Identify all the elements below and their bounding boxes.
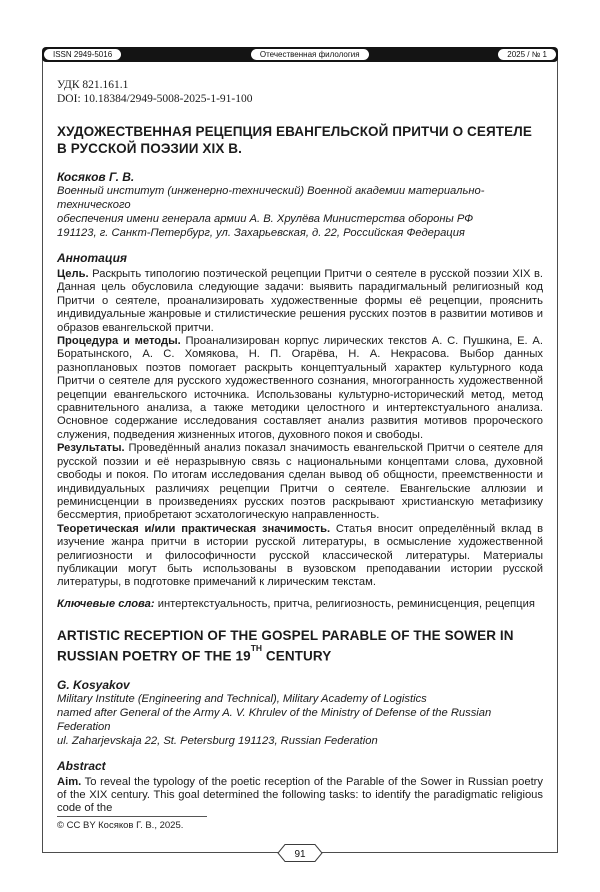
affiliation-en	[57, 692, 543, 748]
abstract-heading-en: Abstract	[57, 758, 106, 773]
paragraph-lead: Процедура и методы.	[57, 335, 181, 348]
paragraph-lead: Результаты.	[57, 442, 125, 455]
abstract-paragraph-results-ru	[57, 442, 543, 522]
issue-label: 2025 / № 1	[498, 49, 556, 60]
keywords-line	[57, 598, 543, 611]
abstract-heading-ru: Аннотация	[57, 251, 127, 265]
title-en-part1: ARTISTIC RECEPTION OF THE GOSPEL PARABLE OF THE SOWER IN RUSSIAN POETRY OF THE 19	[57, 628, 514, 664]
paragraph-text: Раскрыть типологию поэтической рецепции Притчи о сеятеле в русской поэзии XIX в. Данная цель обусловила следующие задачи: выявить парадигмальный религиозный код Притчи о сеятеле, проанализировать художественные формы её рецепции, прояснить индивидуальные жанровые и стилистические решения русских поэтов в развитии мотивов и образов евангельской притчи.	[57, 268, 544, 334]
article-title-en	[57, 627, 543, 665]
paragraph-lead: Aim.	[57, 775, 82, 788]
journal-name-label: Отечественная филология	[251, 49, 369, 60]
page-footer	[57, 816, 543, 832]
page-number-ribbon	[277, 844, 323, 862]
abstract-paragraph-aim-ru	[57, 268, 543, 335]
paragraph-lead: Теоретическая и/или практическая значимость.	[57, 522, 331, 535]
title-en-part2: CENTURY	[262, 648, 332, 664]
affiliation-ru	[57, 184, 543, 240]
keywords-list: интертекстуальность, притча, религиозность, реминисценция, рецепция	[157, 597, 535, 610]
issn-label: ISSN 2949-5016	[44, 49, 121, 60]
copyright-line: © CC BY Косяков Г. В., 2025.	[57, 820, 184, 831]
affiliation-ru-line-2: обеспечения имени генерала армии А. В. Хрулёва Министерства обороны РФ	[57, 213, 474, 225]
page-number: 91	[294, 848, 306, 860]
affiliation-en-line-3: ul. Zaharjevskaja 22, St. Petersburg 191123, Russian Federation	[57, 734, 378, 747]
author-name-en: G. Kosyakov	[57, 677, 130, 692]
abstract-paragraph-methods-ru	[57, 335, 543, 442]
affiliation-en-line-1: Military Institute (Engineering and Technical), Military Academy of Logistics	[57, 692, 427, 705]
paragraph-text: Статья вносит определённый вклад в изучение жанра притчи в истории русской литературы, в осмысление художественной религиозности и философичности русской классической литературы. Материалы публикации могут быть использованы в вузовском преподавании истории русской литературы, в подготовке примечаний к лирическим текстам.	[57, 522, 544, 589]
footer-divider	[57, 816, 207, 817]
affiliation-ru-line-1: Военный институт (инженерно-технический) Военной академии материально-технического	[57, 185, 485, 211]
author-name-ru: Косяков Г. В.	[57, 170, 135, 184]
affiliation-en-line-2: named after General of the Army A. V. Khrulev of the Ministry of Defense of the Russian Federation	[57, 706, 492, 733]
doi-line: DOI: 10.18384/2949-5008-2025-1-91-100	[57, 93, 253, 105]
keywords-label: Ключевые слова:	[57, 597, 155, 610]
paragraph-lead: Цель.	[57, 268, 89, 280]
abstract-paragraph-aim-en	[57, 776, 543, 816]
article-content	[57, 78, 543, 816]
abstract-paragraph-significance-ru	[57, 523, 543, 590]
article-title-ru: ХУДОЖЕСТВЕННАЯ РЕЦЕПЦИЯ ЕВАНГЕЛЬСКОЙ ПРИТЧИ О СЕЯТЕЛЕ В РУССКОЙ ПОЭЗИИ XIX В.	[57, 124, 532, 156]
udk-line: УДК 821.161.1	[57, 79, 129, 91]
affiliation-ru-line-3: 191123, г. Санкт-Петербург, ул. Захарьевская, д. 22, Российская Федерация	[57, 227, 465, 239]
journal-header-bar	[42, 47, 558, 62]
paragraph-text: Проведённый анализ показал значимость евангельской Притчи о сеятеле для русской поэзии и её неразрывную связь с национальными концептами слова, духовной свободы и покоя. По итогам исследования сделан вывод об общности, преемственности и индивидуальных различиях рецепции Притчи о сеятеле. Евангельские аллюзии и реминисценции в произведениях русских поэтов раскрывают христианскую метафизику бессмертия, приобретают эсхатологическую направленность.	[57, 442, 544, 522]
title-en-superscript: TH	[250, 643, 263, 654]
paragraph-text: Проанализирован корпус лирических текстов А. С. Пушкина, Е. А. Боратынского, А. С. Хомякова, Н. П. Огарёва, Н. А. Некрасова. Выбор данных разноплановых поэтов помогает раскрыть концептуальный характер культурного кода Притчи о сеятеле для русского художественного сознания, многогранность художественной рецепции евангельского источника. Использованы культурно-исторический метод, метод сравнительного анализа, а также методики целостного и интертекстуального анализа. Основное содержание исследования составляет анализ развития мотивов пророческого служения, подведения жизненных итогов, духовного покоя и свободы.	[57, 335, 543, 441]
paragraph-text: To reveal the typology of the poetic reception of the Parable of the Sower in Russian poetry of the XIX century. This goal determined the following tasks: to identify the paradigmatic religious code of the	[57, 775, 543, 815]
